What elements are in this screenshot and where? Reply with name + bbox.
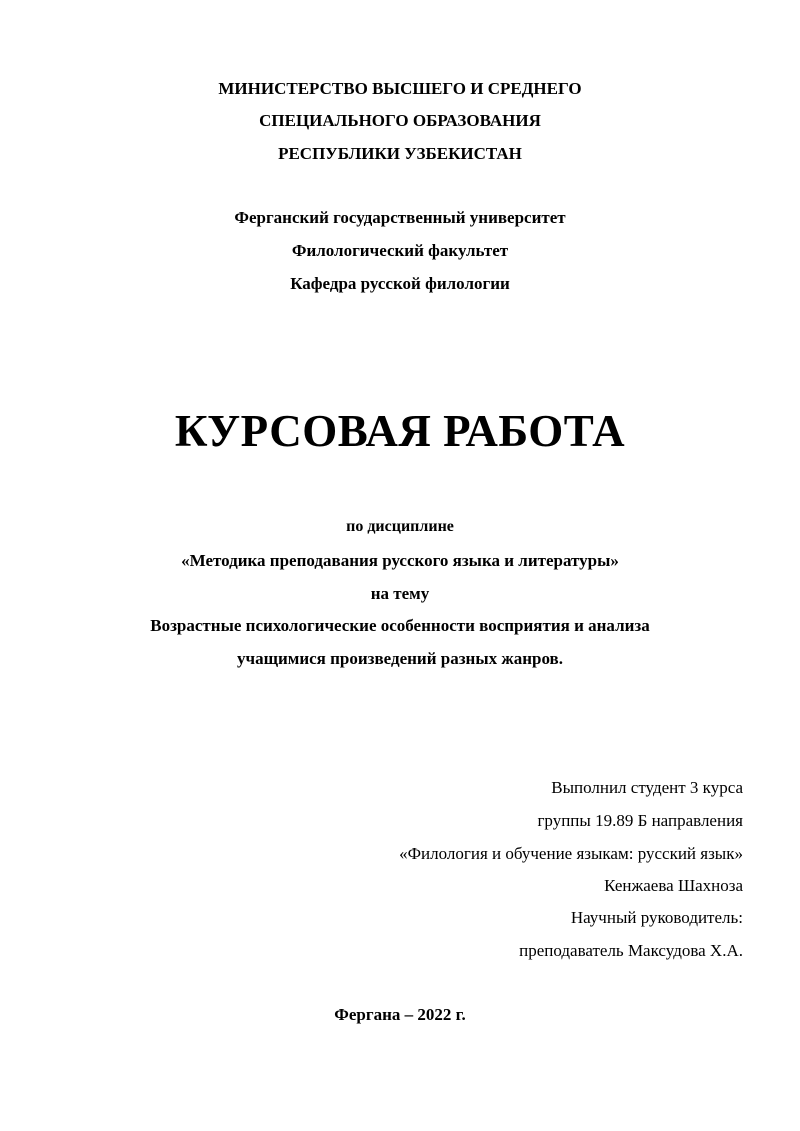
document-title: КУРСОВАЯ РАБОТА xyxy=(174,406,626,456)
university-name: Ферганский государственный университет xyxy=(234,208,566,227)
topic-line-1: Возрастные психологические особенности восприятия и анализа xyxy=(150,616,650,635)
ministry-line-2: СПЕЦИАЛЬНОГО ОБРАЗОВАНИЯ xyxy=(259,111,541,130)
student-name: Кенжаева Шахноза xyxy=(604,876,743,895)
discipline-intro: по дисциплине xyxy=(346,518,454,535)
ministry-line-3: РЕСПУБЛИКИ УЗБЕКИСТАН xyxy=(278,144,522,163)
author-line-3: «Филология и обучение языкам: русский язык» xyxy=(399,844,743,863)
city-year: Фергана – 2022 г. xyxy=(334,1005,466,1024)
ministry-line-1: МИНИСТЕРСТВО ВЫСШЕГО И СРЕДНЕГО xyxy=(218,79,582,98)
topic-intro: на тему xyxy=(370,584,430,603)
department-name: Кафедра русской филологии xyxy=(290,274,510,293)
topic-line-2: учащимися произведений разных жанров. xyxy=(237,649,563,668)
supervisor-name: преподаватель Максудова Х.А. xyxy=(519,941,743,960)
faculty-name: Филологический факультет xyxy=(291,241,509,260)
author-line-1: Выполнил студент 3 курса xyxy=(551,778,743,797)
supervisor-label: Научный руководитель: xyxy=(570,908,743,927)
author-line-2: группы 19.89 Б направления xyxy=(537,811,743,830)
discipline-name: «Методика преподавания русского языка и литературы» xyxy=(181,551,619,570)
